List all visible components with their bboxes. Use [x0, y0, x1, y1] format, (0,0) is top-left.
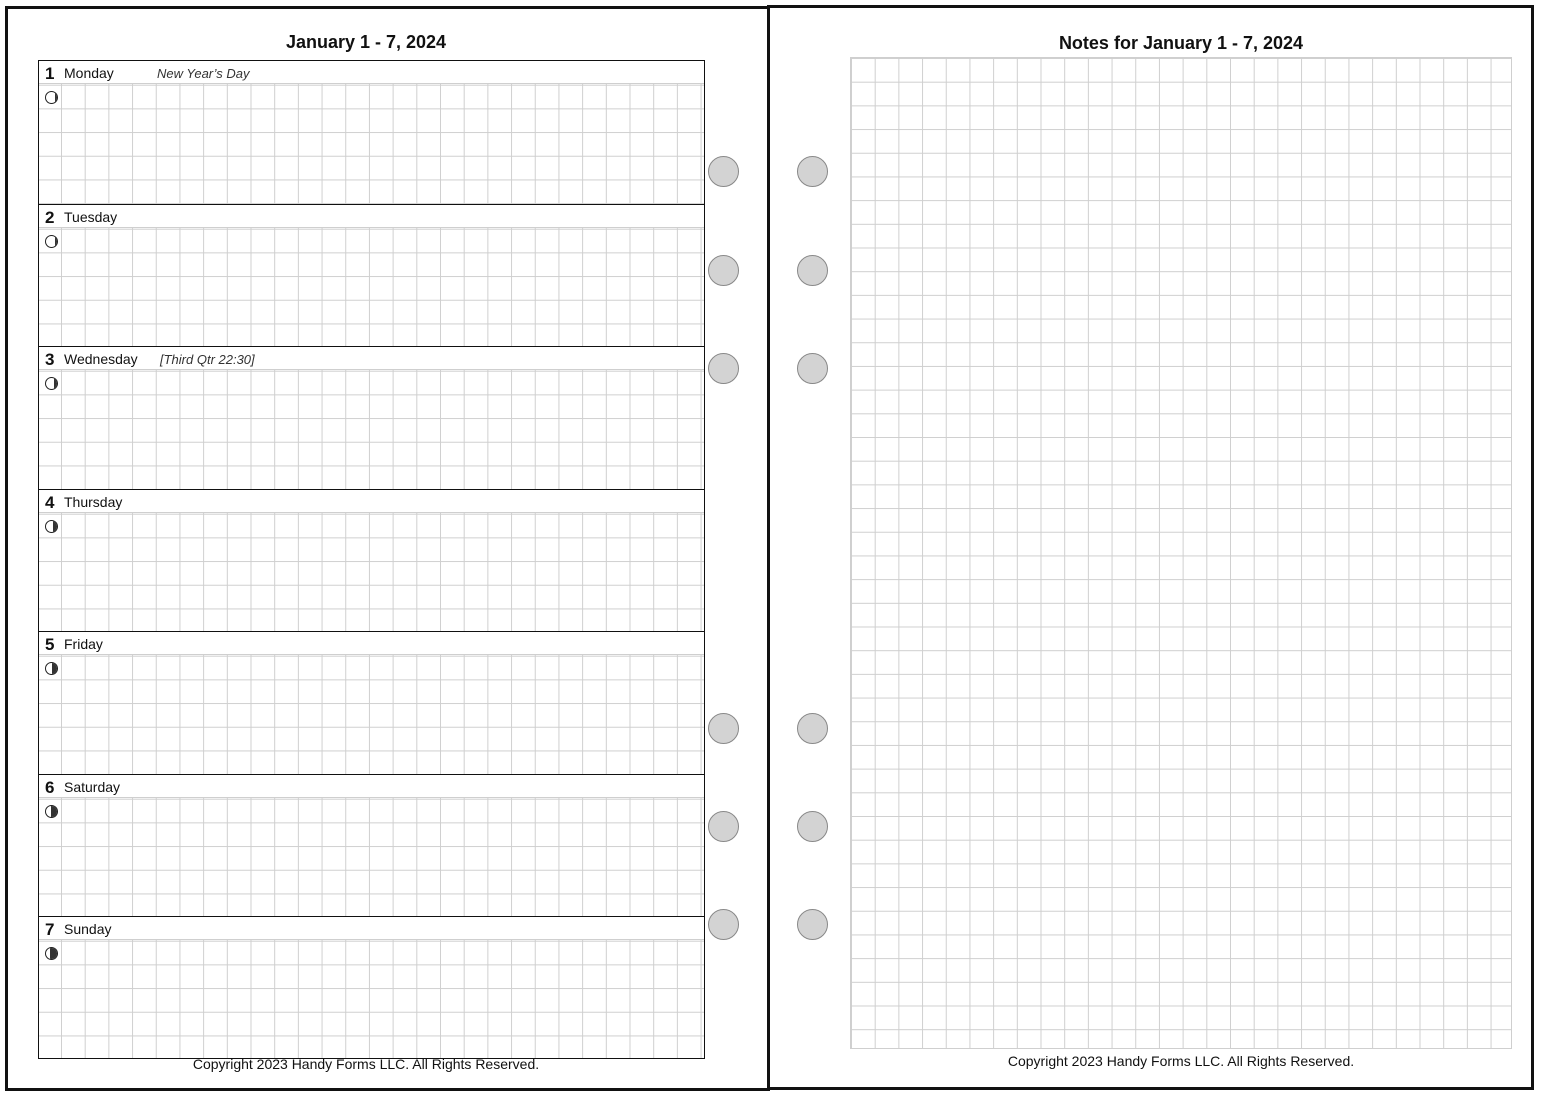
- binder-hole: [708, 156, 739, 187]
- moon-phase-icon: [45, 377, 58, 390]
- day-header: [39, 632, 704, 655]
- day-name: Monday: [64, 65, 114, 81]
- day-number: 7: [45, 920, 55, 939]
- day-header: [39, 775, 704, 798]
- day-name: Wednesday: [64, 351, 138, 367]
- day-block-wednesday[interactable]: [39, 346, 704, 489]
- day-name: Thursday: [64, 493, 123, 510]
- binder-hole: [797, 811, 828, 842]
- binder-hole: [708, 255, 739, 286]
- moon-phase-icon: [45, 947, 58, 960]
- day-name: Sunday: [64, 921, 112, 937]
- day-block-monday[interactable]: [39, 61, 704, 204]
- day-name: Saturday: [64, 778, 121, 795]
- day-number: 3: [45, 350, 55, 369]
- copyright-footer: Copyright 2023 Handy Forms LLC. All Rights Reserved.: [192, 1056, 540, 1072]
- right-page: [767, 5, 1534, 1090]
- notes-title: Notes for January 1 - 7, 2024: [1058, 33, 1304, 53]
- binder-hole: [797, 713, 828, 744]
- binder-hole: [797, 353, 828, 384]
- day-header: [39, 347, 704, 370]
- moon-phase-icon: [45, 805, 58, 818]
- day-block-sunday[interactable]: [39, 916, 704, 1058]
- day-header: [39, 917, 704, 940]
- moon-phase-icon: [45, 235, 58, 248]
- binder-hole: [797, 156, 828, 187]
- moon-phase-note: [Third Qtr 22:30]: [160, 352, 255, 367]
- day-name: Friday: [64, 636, 103, 652]
- day-table: [38, 60, 705, 1059]
- day-name: Tuesday: [64, 208, 118, 225]
- binder-hole: [708, 713, 739, 744]
- day-block-thursday[interactable]: [39, 489, 704, 632]
- day-number: 2: [45, 207, 55, 227]
- day-header: [39, 205, 704, 228]
- binder-hole: [708, 811, 739, 842]
- day-number: 6: [45, 777, 55, 797]
- binder-hole: [708, 909, 739, 940]
- week-title: January 1 - 7, 2024: [285, 32, 447, 52]
- day-block-friday[interactable]: [39, 631, 704, 774]
- day-header: [39, 61, 704, 84]
- day-block-saturday[interactable]: [39, 774, 704, 917]
- binder-hole: [797, 909, 828, 940]
- day-number: 5: [45, 635, 55, 654]
- day-block-tuesday[interactable]: [39, 204, 704, 347]
- notes-grid[interactable]: [850, 57, 1512, 1049]
- moon-phase-icon: [45, 91, 58, 104]
- binder-hole: [708, 353, 739, 384]
- day-number: 4: [45, 492, 55, 512]
- day-header: [39, 490, 704, 513]
- copyright-footer: Copyright 2023 Handy Forms LLC. All Rights Reserved.: [1007, 1053, 1355, 1069]
- binder-hole: [797, 255, 828, 286]
- holiday-note: New Year’s Day: [157, 66, 250, 81]
- moon-phase-icon: [45, 662, 58, 675]
- left-page: [5, 6, 770, 1091]
- day-number: 1: [45, 64, 55, 83]
- moon-phase-icon: [45, 520, 58, 533]
